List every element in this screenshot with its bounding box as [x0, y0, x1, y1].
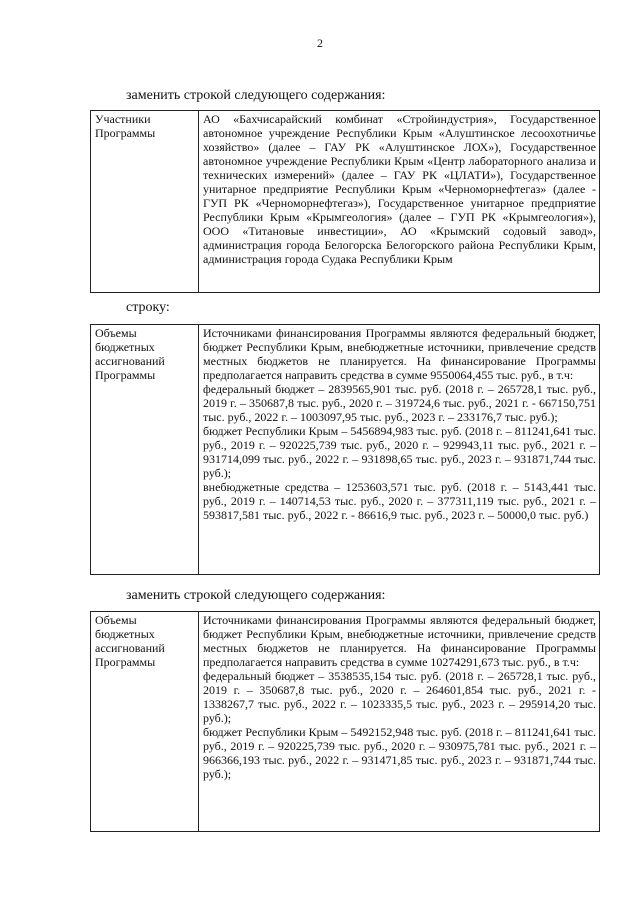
participants-label-cell [91, 111, 199, 293]
budget-old-table [90, 324, 600, 575]
budget-old-content-cell [199, 325, 600, 575]
participants-table [90, 110, 600, 293]
label-line: Программы [95, 126, 156, 140]
label-line: бюджетных [95, 340, 155, 354]
table-row [91, 612, 600, 832]
label-line: ассигнований [95, 354, 165, 368]
label-line: Программы [95, 368, 156, 382]
instruction-row: строку: [126, 300, 170, 315]
budget-paragraph: бюджет Республики Крым – 5492152,948 тыс. руб. (2018 г. – 811241,641 тыс. руб., 2019 г. – 920225,739 тыс. руб., 2020 г. – 930975,781 тыс. руб., 2021 г. – 966366,193 тыс. руб., 2022 г. – 931471,85 тыс. руб., 2023 г. – 931871,744 тыс. руб.); [203, 725, 596, 781]
page-number: 2 [317, 36, 323, 50]
label-line: бюджетных [95, 627, 155, 641]
instruction-replace-1: заменить строкой следующего содержания: [126, 88, 386, 103]
budget-new-table [90, 611, 600, 832]
label-line: Объемы [95, 326, 137, 340]
budget-new-label-cell [91, 612, 199, 832]
budget-old-label-cell [91, 325, 199, 575]
budget-paragraph: федеральный бюджет – 2839565,901 тыс. руб. (2018 г. – 265728,1 тыс. руб., 2019 г. – 350687,8 тыс. руб., 2020 г. – 319724,6 тыс. руб., 2021 г. - 667150,751 тыс. руб., 2022 г. – 1003097,95 тыс. руб., 2023 г. – 233176,7 тыс. руб.); [203, 382, 596, 424]
label-line: Участники [95, 112, 151, 126]
table-row [91, 111, 600, 293]
budget-new-content-cell [199, 612, 600, 832]
budget-paragraph: внебюджетные средства – 1253603,571 тыс. руб. (2018 г. – 5143,441 тыс. руб., 2019 г. – 140714,53 тыс. руб., 2020 г. – 377311,119 тыс. руб., 2021 г. – 593817,581 тыс. руб., 2022 г. - 86616,9 тыс. руб., 2023 г. – 50000,0 тыс. руб.) [203, 480, 596, 522]
participants-content-cell: АО «Бахчисарайский комбинат «Стройиндустрия», Государственное автономное учреждение Республики Крым «Алуштинское лесоохотничье хозяйство» (далее – ГАУ РК «Алуштинское ЛОХ»), Государственное автономное учреждение Республики Крым «Центр лабораторного анализа и технических измерений» (далее – ГАУ РК «ЦЛАТИ»), Государственное унитарное предприятие Республики Крым «Черноморнефтегаз» (далее - ГУП РК «Черноморнефтегаз»), Государственное унитарное предприятие Республики Крым «Крымгеология» (далее – ГУП РК «Крымгеология»), ООО «Титановые инвестиции», АО «Крымский содовый завод», администрация города Белогорска Белогорского района Республики Крым, администрация города Судака Республики Крым [199, 111, 600, 293]
instruction-replace-2: заменить строкой следующего содержания: [126, 588, 386, 603]
budget-paragraph: Источниками финансирования Программы являются федеральный бюджет, бюджет Республики Крым, внебюджетные источники, привлечение средств местных бюджетов не планируется. На финансирование Программы предполагается направить средства в сумме 10274291,673 тыс. руб., в т.ч: [203, 613, 596, 669]
label-line: Программы [95, 655, 156, 669]
budget-paragraph: федеральный бюджет – 3538535,154 тыс. руб. (2018 г. – 265728,1 тыс. руб., 2019 г. – 350687,8 тыс. руб., 2020 г. – 264601,854 тыс. руб., 2021 г. - 1338267,7 тыс. руб., 2022 г. – 1023335,5 тыс. руб., 2023 г. – 295914,20 тыс. руб.); [203, 669, 596, 725]
budget-paragraph: Источниками финансирования Программы являются федеральный бюджет, бюджет Республики Крым, внебюджетные источники, привлечение средств местных бюджетов не планируется. На финансирование Программы предполагается направить средства в сумме 9550064,455 тыс. руб., в т.ч: [203, 326, 596, 382]
table-row [91, 325, 600, 575]
label-line: Объемы [95, 613, 137, 627]
label-line: ассигнований [95, 641, 165, 655]
budget-paragraph: бюджет Республики Крым – 5456894,983 тыс. руб. (2018 г. – 811241,641 тыс. руб., 2019 г. – 920225,739 тыс. руб., 2020 г. – 929943,11 тыс. руб., 2021 г. – 931714,099 тыс. руб., 2022 г. – 931898,65 тыс. руб., 2023 г. – 931871,744 тыс. руб.); [203, 424, 596, 480]
